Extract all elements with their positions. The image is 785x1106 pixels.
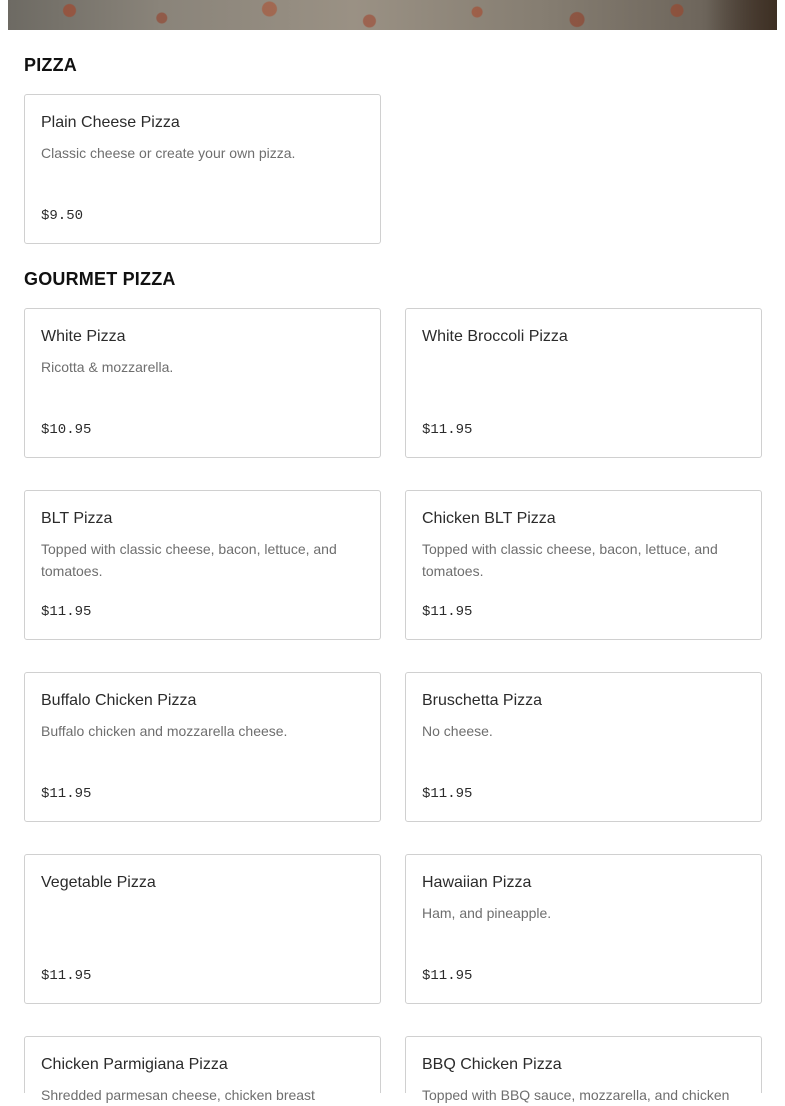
- menu-item-name: Chicken BLT Pizza: [422, 510, 556, 527]
- menu-item-name: Vegetable Pizza: [41, 874, 156, 891]
- section-title-gourmet-pizza: GOURMET PIZZA: [24, 269, 176, 289]
- menu-item-price: $11.95: [422, 422, 473, 438]
- menu-item-price: $11.95: [422, 786, 473, 802]
- menu-item-description: Buffalo chicken and mozzarella cheese.: [41, 723, 288, 739]
- menu-item-description: Topped with classic cheese, bacon, lettuce, and tomatoes.: [422, 541, 718, 579]
- menu-item-card[interactable]: [24, 1036, 381, 1103]
- menu-item-card[interactable]: [405, 854, 762, 1004]
- menu-item-price: $11.95: [41, 786, 92, 802]
- menu-item-card[interactable]: [24, 490, 381, 640]
- menu-item-price: $9.50: [41, 208, 84, 224]
- menu-item-name: White Broccoli Pizza: [422, 328, 568, 345]
- menu-item-name: BBQ Chicken Pizza: [422, 1056, 562, 1073]
- menu-item-name: Buffalo Chicken Pizza: [41, 692, 197, 709]
- menu-item-name: Bruschetta Pizza: [422, 692, 543, 709]
- menu-item-description: Classic cheese or create your own pizza.: [41, 145, 296, 161]
- menu-item-name: BLT Pizza: [41, 510, 113, 527]
- menu-item-price: $11.95: [422, 968, 473, 984]
- menu-item-card[interactable]: [24, 94, 381, 244]
- menu-item-price: $10.95: [41, 422, 92, 438]
- menu-item-name: White Pizza: [41, 328, 126, 345]
- hero-image: [8, 0, 777, 30]
- menu-item-description: No cheese.: [422, 723, 493, 739]
- menu-item-card[interactable]: [405, 672, 762, 822]
- menu-item-description: Topped with classic cheese, bacon, lettuce, and tomatoes.: [41, 541, 337, 579]
- menu-item-card[interactable]: [24, 854, 381, 1004]
- menu-item-name: Chicken Parmigiana Pizza: [41, 1056, 228, 1073]
- menu-item-card[interactable]: [24, 672, 381, 822]
- menu-item-name: Hawaiian Pizza: [422, 874, 532, 891]
- menu-item-price: $11.95: [422, 604, 473, 620]
- menu-item-card[interactable]: [24, 308, 381, 458]
- menu-item-price: $11.95: [41, 604, 92, 620]
- menu-item-name: Plain Cheese Pizza: [41, 114, 180, 131]
- menu-item-card[interactable]: [405, 490, 762, 640]
- menu-item-description: Shredded parmesan cheese, chicken breast: [41, 1087, 315, 1103]
- menu-item-price: $11.95: [41, 968, 92, 984]
- menu-item-description: Ricotta & mozzarella.: [41, 359, 174, 375]
- menu-item-description: Topped with BBQ sauce, mozzarella, and chicken: [422, 1087, 730, 1103]
- menu-item-card[interactable]: [405, 1036, 762, 1103]
- menu-item-card[interactable]: [405, 308, 762, 458]
- section-title-pizza: PIZZA: [24, 55, 77, 75]
- menu-item-description: Ham, and pineapple.: [422, 905, 552, 921]
